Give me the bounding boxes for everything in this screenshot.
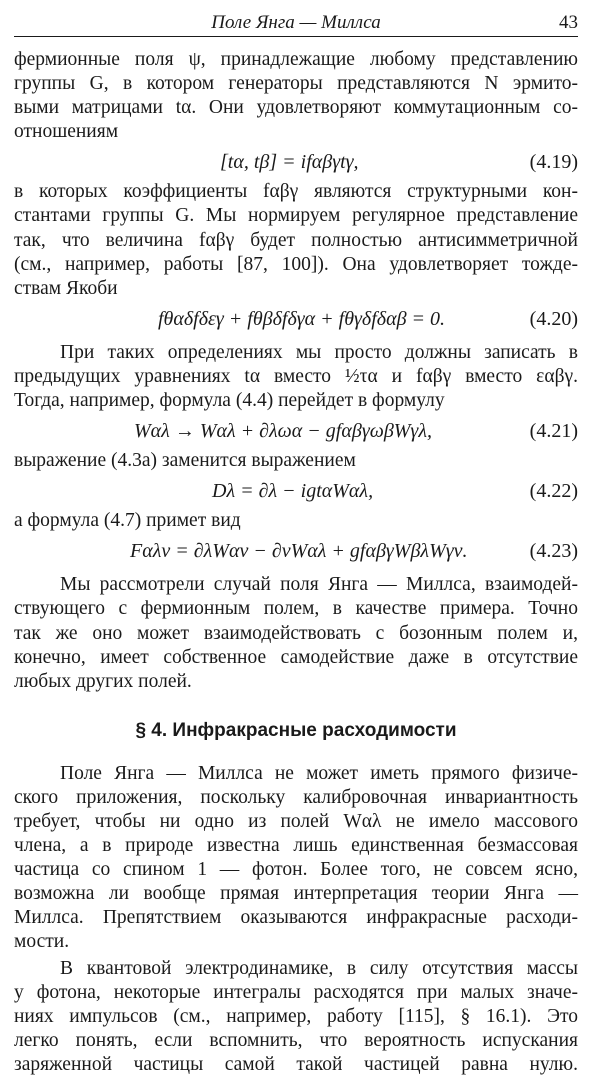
text-line: (см., например, работы [87, 100]). Она удовлетворяет тожде-	[14, 253, 578, 275]
text-line: возможна ли вообще прямая интерпретация теории Янга —	[14, 883, 578, 905]
text-line: группы G, в котором генераторы представляются N эрмито-	[14, 73, 578, 95]
equation-number: (4.19)	[529, 151, 578, 174]
text-line: члена, а в природе известна лишь единственная безмассовая	[14, 835, 578, 857]
text-line: фермионные поля ψ, принадлежащие любому представлению	[14, 49, 578, 70]
paragraph	[14, 762, 578, 955]
text-line: стантами группы G. Мы нормируем регулярное представление	[14, 205, 578, 227]
text-line: выражение (4.3а) заменится выражением	[14, 450, 356, 472]
text-line: ствам Якоби	[14, 277, 118, 299]
paragraph	[14, 509, 578, 533]
section-heading: § 4. Инфракрасные расходимости	[135, 719, 457, 741]
equation-4-19	[14, 144, 578, 180]
equation-expression: [tα, tβ] = ifαβγtγ,	[220, 151, 359, 174]
text-line: ниях импульсов (см., например, работу [115], § 16.1). Это	[14, 1005, 578, 1027]
text-line: предыдущих уравнениях tα вместо ½τα и fαβγ вместо εαβγ.	[14, 365, 578, 387]
paragraph	[14, 48, 578, 144]
text-line: легко понять, если вспомнить, что вероятность испускания	[14, 1029, 578, 1051]
equation-expression: Wαλ → Wαλ + ∂λωα − gfαβγωβWγλ,	[134, 420, 432, 443]
paragraph	[14, 957, 578, 1077]
text-line: частица со спином 1 — фотон. Более того, не совсем ясно,	[14, 859, 578, 881]
paragraph	[14, 180, 578, 300]
paragraph	[14, 449, 578, 473]
text-line: Миллса. Препятствием оказываются инфракрасные расходи-	[14, 907, 578, 929]
running-title: Поле Янга — Миллса	[211, 12, 381, 33]
text-line: любых других полей.	[14, 670, 192, 692]
paragraph	[14, 573, 578, 693]
equation-expression: fθαδfδεγ + fθβδfδγα + fθγδfδαβ = 0.	[158, 307, 446, 330]
text-line: так, что величина fαβγ будет полностью антисимметричной	[14, 229, 578, 251]
text-line: мости.	[14, 931, 70, 953]
text-line: так же оно может взаимодействовать с бозонным полем и,	[14, 622, 578, 644]
equation-expression: Dλ = ∂λ − igtαWαλ,	[212, 480, 374, 503]
equation-4-20	[14, 301, 578, 337]
running-header	[14, 4, 578, 37]
text-line: отношениям	[14, 121, 119, 143]
text-line: требует, чтобы ни одно из полей Wαλ не имело массового	[14, 810, 578, 832]
equation-number: (4.23)	[529, 540, 578, 563]
text-line: заряженной частицы самой такой частицей равна нулю.	[14, 1053, 578, 1075]
text-line: а формула (4.7) примет вид	[14, 510, 241, 532]
text-line: выми матрицами tα. Они удовлетворяют коммутационным со-	[14, 97, 578, 119]
equation-number: (4.22)	[529, 480, 578, 503]
equation-4-23	[14, 533, 578, 569]
text-line: ствующего с фермионным полем, в качестве примера. Точно	[14, 598, 578, 620]
text-line: При таких определениях мы просто должны записать в	[60, 341, 578, 363]
text-line: Тогда, например, формула (4.4) перейдет в формулу	[14, 390, 445, 412]
text-line: В квантовой электродинамике, в силу отсутствия массы	[60, 957, 578, 979]
equation-number: (4.20)	[529, 307, 578, 330]
text-line: Поле Янга — Миллса не может иметь прямого физиче-	[60, 762, 578, 784]
text-line: в которых коэффициенты fαβγ являются структурными кон-	[14, 181, 578, 203]
paragraph	[14, 341, 578, 413]
text-line: у фотона, некоторые интегралы расходятся при малых значе-	[14, 981, 578, 1003]
page-number: 43	[559, 12, 578, 33]
text-line: Мы рассмотрели случай поля Янга — Миллса, взаимодей-	[60, 574, 578, 596]
body-text	[14, 48, 578, 1077]
equation-number: (4.21)	[529, 420, 578, 443]
equation-4-21	[14, 413, 578, 449]
equation-4-22	[14, 473, 578, 509]
text-line: ского приложения, поскольку калибровочная инвариантность	[14, 786, 578, 808]
equation-expression: Fαλν = ∂λWαν − ∂νWαλ + gfαβγWβλWγν.	[130, 540, 468, 563]
text-line: конечно, имеет собственное самодействие даже в отсутствие	[14, 646, 578, 668]
